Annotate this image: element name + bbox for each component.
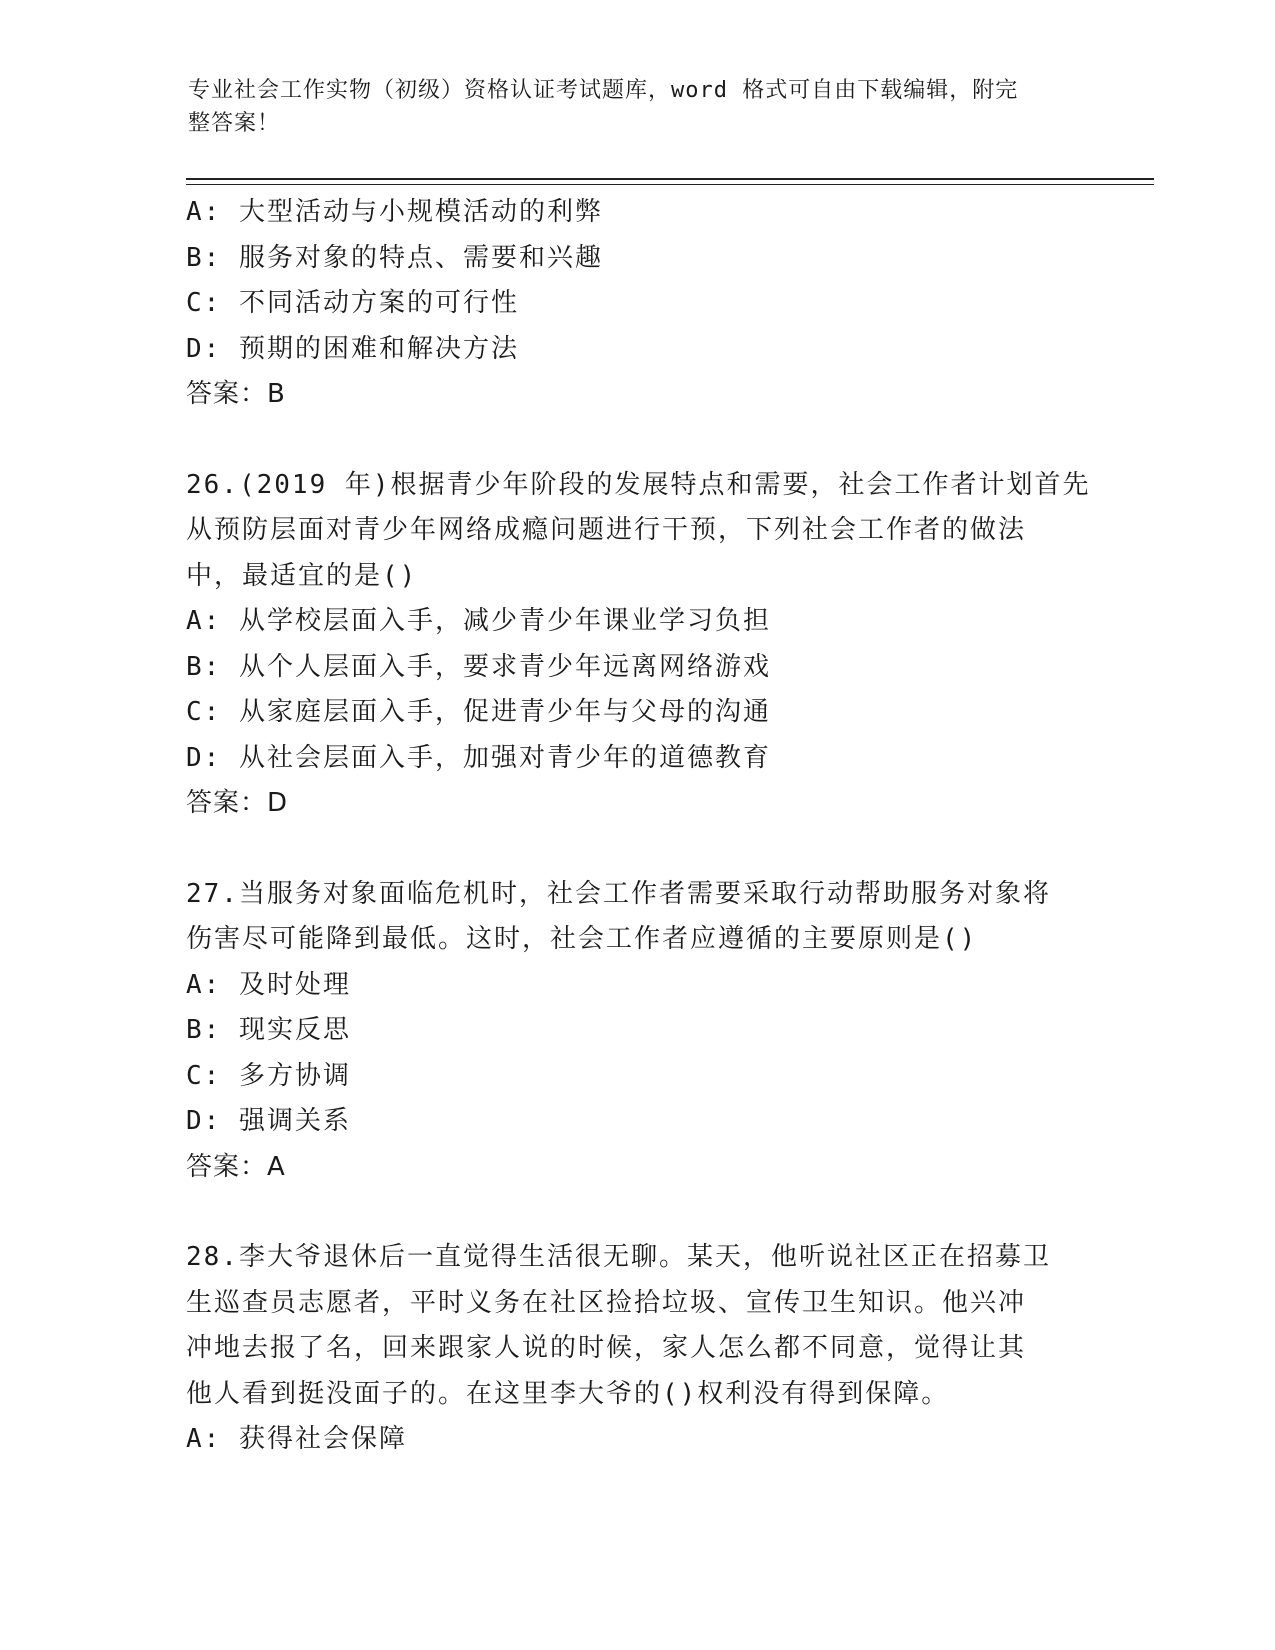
question-stem-line: 从预防层面对青少年网络成瘾问题进行干预，下列社会工作者的做法 <box>186 515 1027 545</box>
question-stem-line: 26.(2019 年)根据青少年阶段的发展特点和需要，社会工作者计划首先 <box>186 469 1091 500</box>
document-header <box>188 74 1068 140</box>
question-stem-line: 27.当服务对象面临危机时，社会工作者需要采取行动帮助服务对象将 <box>186 878 1051 909</box>
option-d: D: 预期的困难和解决方法 <box>186 333 519 364</box>
option-a: A: 从学校层面入手，减少青少年课业学习负担 <box>186 606 771 636</box>
option-b: B: 现实反思 <box>186 1015 351 1045</box>
option-a: A: 大型活动与小规模活动的利弊 <box>186 197 603 227</box>
question-stem-line: 冲地去报了名，回来跟家人说的时候，家人怎么都不同意，觉得让其 <box>186 1333 1027 1363</box>
answer: 答案：A <box>186 1151 286 1182</box>
question-stem-line: 伤害尽可能降到最低。这时，社会工作者应遵循的主要原则是() <box>186 924 978 954</box>
question-stem-line: 他人看到挺没面子的。在这里李大爷的()权利没有得到保障。 <box>186 1378 950 1409</box>
option-d: D: 强调关系 <box>186 1106 351 1136</box>
option-a: A: 及时处理 <box>186 969 351 1000</box>
question-stem-line: 28.李大爷退休后一直觉得生活很无聊。某天，他听说社区正在招募卫 <box>186 1242 1051 1272</box>
question-25-continued <box>186 190 1086 418</box>
option-c: C: 从家庭层面入手，促进青少年与父母的沟通 <box>186 697 771 727</box>
header-line-1: 专业社会工作实物（初级）资格认证考试题库，word 格式可自由下载编辑，附完 <box>188 78 1019 103</box>
option-d: D: 从社会层面入手，加强对青少年的道德教育 <box>186 742 771 773</box>
header-rule-thick <box>186 178 1154 180</box>
answer: 答案：D <box>186 788 289 818</box>
question-28 <box>186 1235 1086 1463</box>
question-26 <box>186 463 1091 827</box>
header-rule-thin <box>186 184 1154 185</box>
option-b: B: 从个人层面入手，要求青少年远离网络游戏 <box>186 651 771 682</box>
answer: 答案：B <box>186 379 286 409</box>
question-stem-line: 生巡查员志愿者，平时义务在社区捡拾垃圾、宣传卫生知识。他兴冲 <box>186 1287 1027 1318</box>
option-c: C: 不同活动方案的可行性 <box>186 288 519 318</box>
option-c: C: 多方协调 <box>186 1060 351 1091</box>
option-a: A: 获得社会保障 <box>186 1424 407 1454</box>
question-27 <box>186 872 1086 1191</box>
header-line-2: 整答案！ <box>188 111 281 136</box>
question-stem-line: 中，最适宜的是() <box>186 560 418 591</box>
question-list <box>186 190 1091 1463</box>
option-b: B: 服务对象的特点、需要和兴趣 <box>186 242 603 273</box>
